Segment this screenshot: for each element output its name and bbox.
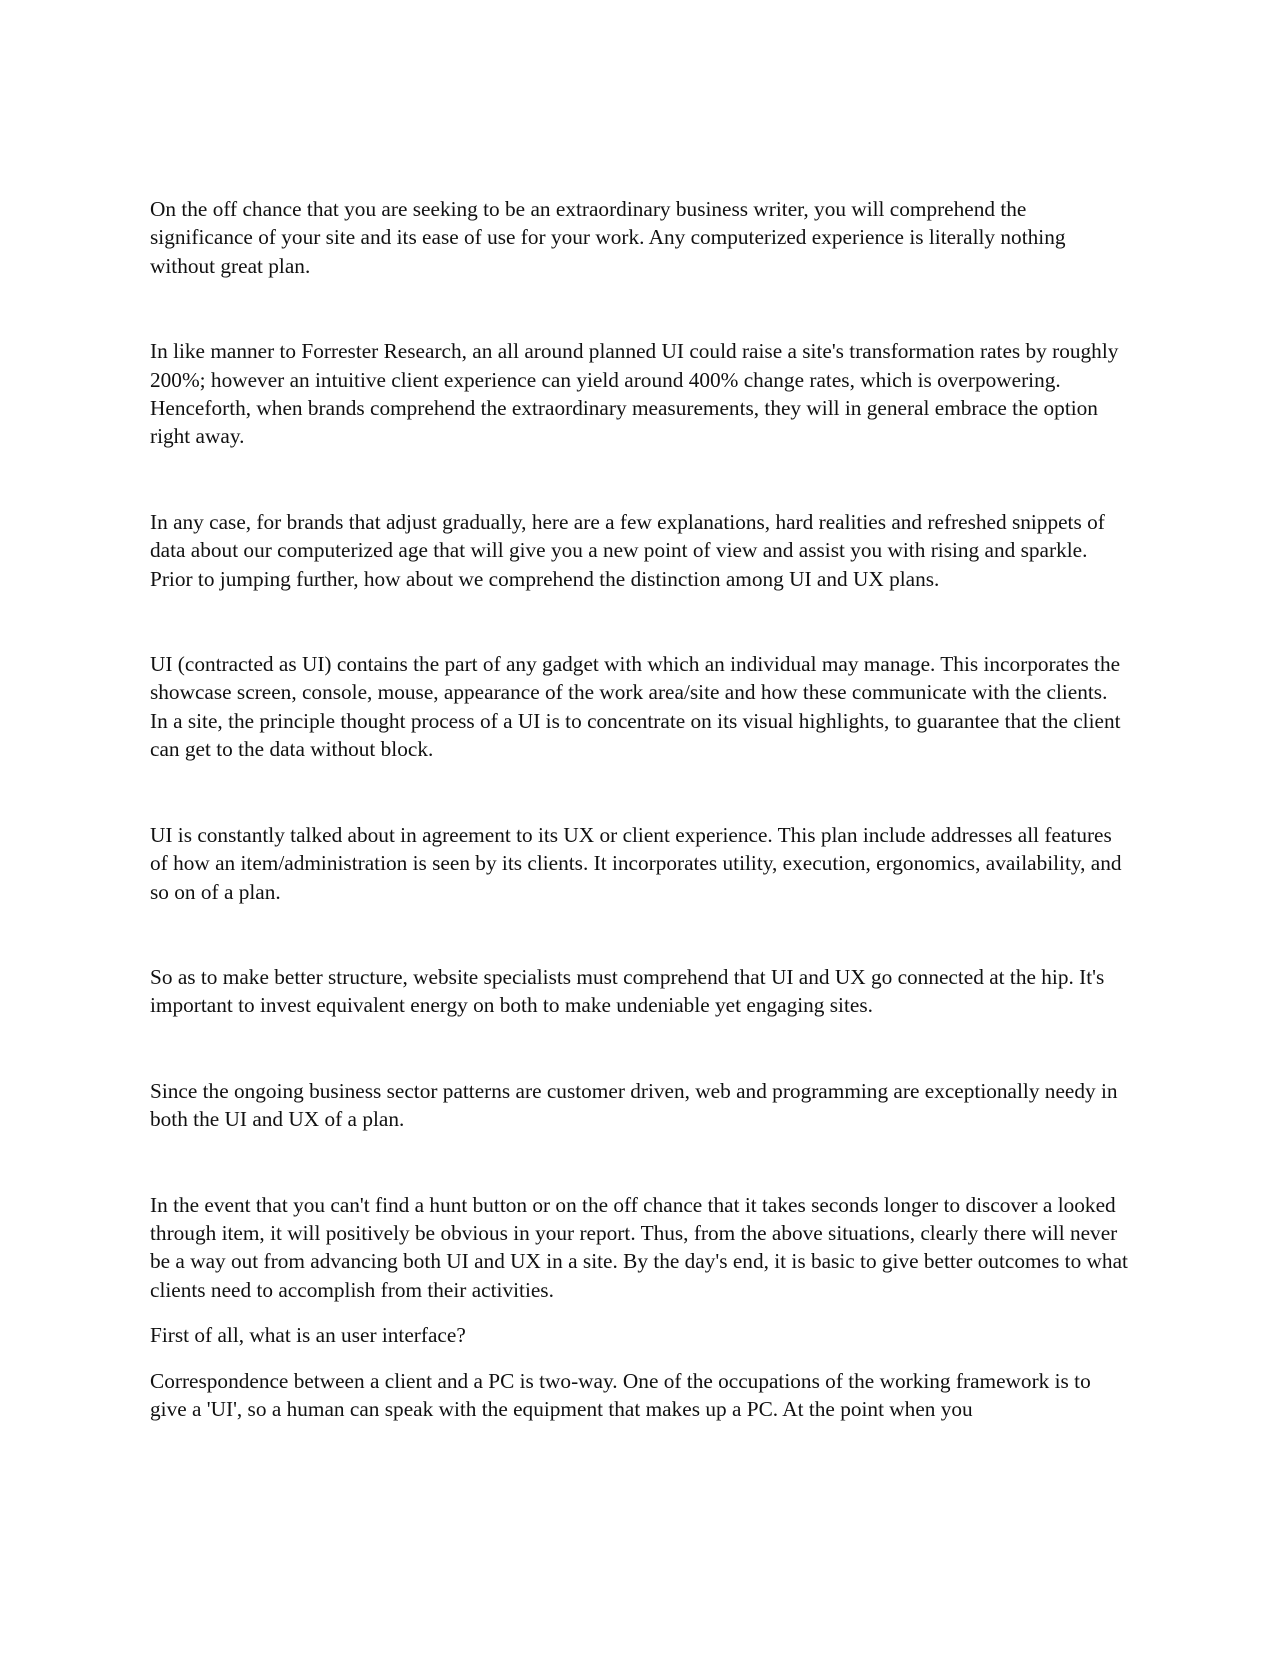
paragraph-2: In like manner to Forrester Research, an all around planned UI could raise a site's transformation rates by roughly 200%; however an intuitive client experience can yield around 400% change rates, which is overpowering. Henceforth, when brands comprehend the extraordinary measurements, they will in general embrace the option right away.	[150, 339, 1119, 449]
paragraph-4: UI (contracted as UI) contains the part of any gadget with which an individual may manage. This incorporates the showcase screen, console, mouse, appearance of the work area/site and how these communicate with the clients. In a site, the principle thought process of a UI is to concentrate on its visual highlights, to guarantee that the client can get to the data without block.	[150, 652, 1121, 762]
paragraph-7: Since the ongoing business sector patterns are customer driven, web and programming are exceptionally needy in both the UI and UX of a plan.	[150, 1078, 1118, 1132]
paragraph-3: In any case, for brands that adjust gradually, here are a few explanations, hard realities and refreshed snippets of data about our computerized age that will give you a new point of view and assist you with rising and sparkle. Prior to jumping further, how about we comprehend the distinction among UI and UX plans.	[150, 509, 1105, 591]
paragraph-1: On the off chance that you are seeking to be an extraordinary business writer, you will comprehend the significance of your site and its ease of use for your work. Any computerized experience is literally nothing without great plan.	[150, 197, 1066, 278]
paragraph-9: Correspondence between a client and a PC is two-way. One of the occupations of the working framework is to give a 'UI', so a human can speak with the equipment that makes up a PC. At the point when you	[150, 1368, 1091, 1421]
paragraph-6: So as to make better structure, website specialists must comprehend that UI and UX go connected at the hip. It's important to invest equivalent energy on both to make undeniable yet engaging sites.	[150, 964, 1105, 1018]
paragraph-8: In the event that you can't find a hunt button or on the off chance that it takes seconds longer to discover a looked through item, it will positively be obvious in your report. Thus, from the above situations, clearly there will never be a way out from advancing both UI and UX in a site. By the day's end, it is basic to give better outcomes to what clients need to accomplish from their activities.	[150, 1192, 1128, 1302]
document-body	[150, 195, 1130, 1423]
section-heading: First of all, what is an user interface?	[150, 1323, 466, 1348]
paragraph-5: UI is constantly talked about in agreement to its UX or client experience. This plan include addresses all features of how an item/administration is seen by its clients. It incorporates utility, execution, ergonomics, availability, and so on of a plan.	[150, 822, 1122, 904]
